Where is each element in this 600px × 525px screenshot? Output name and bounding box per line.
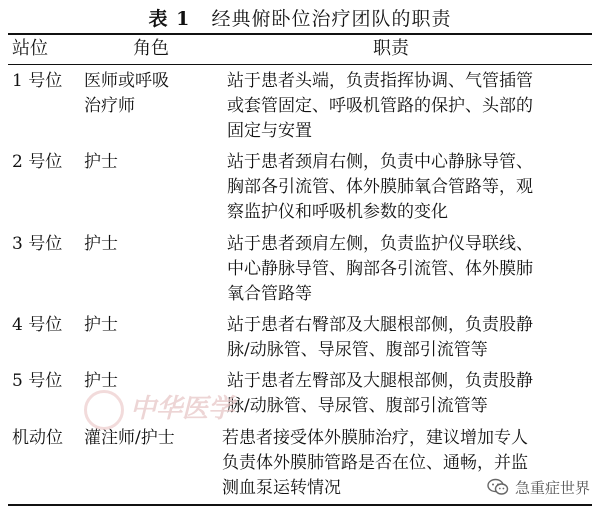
- wechat-icon: [487, 478, 509, 496]
- duty-cell-line: 负责体外膜肺管路是否在位、通畅，并监: [222, 453, 528, 473]
- duty-cell-line: 站于患者颈肩右侧，负责中心静脉导管、: [227, 152, 533, 172]
- table-number: 表 1: [148, 8, 191, 30]
- station-cell: 1 号位: [12, 71, 63, 91]
- duty-cell-line: 站于患者头端，负责指挥协调、气管插管: [227, 71, 533, 91]
- role-cell-line: 护士: [84, 315, 118, 335]
- seal-icon: [84, 390, 124, 430]
- duty-cell-line: 站于患者左臀部及大腿根部侧，负责股静: [227, 371, 533, 391]
- duty-cell-line: 固定与安置: [227, 121, 312, 141]
- role-cell-line: 护士: [84, 234, 118, 254]
- station-cell: 2 号位: [12, 152, 63, 172]
- duty-cell-line: 氧合管路等: [227, 284, 312, 304]
- duty-cell-line: 或套管固定、呼吸机管路的保护、头部的: [227, 96, 533, 116]
- role-cell-line: 医师或呼吸: [84, 71, 169, 91]
- brand-name: 急重症世界: [514, 478, 590, 497]
- table-bottom-rule: [8, 504, 592, 506]
- watermark-text: 中华医学: [130, 394, 235, 424]
- table-header-rule: [8, 64, 592, 65]
- role-cell-line: 护士: [84, 371, 118, 391]
- duty-cell-line: 察监护仪和呼吸机参数的变化: [227, 202, 448, 222]
- table-title: 经典俯卧位治疗团队的职责: [211, 8, 452, 30]
- station-cell: 4 号位: [12, 315, 63, 335]
- header-station: 站位: [12, 38, 48, 59]
- duty-cell-line: 中心静脉导管、胸部各引流管、体外膜肺: [227, 259, 533, 279]
- station-cell: 机动位: [12, 428, 63, 448]
- table-top-rule: [8, 33, 592, 35]
- duty-cell-line: 站于患者颈肩左侧，负责监护仪导联线、: [227, 234, 533, 254]
- station-cell: 5 号位: [12, 371, 63, 391]
- header-duty: 职责: [373, 38, 409, 59]
- role-cell-line: 灌注师/护士: [84, 428, 175, 448]
- duty-cell-line: 若患者接受体外膜肺治疗，建议增加专人: [222, 428, 528, 448]
- role-cell-line: 护士: [84, 152, 118, 172]
- source-brand: [487, 474, 590, 500]
- duty-cell-line: 脉/动脉管、导尿管、腹部引流管等: [227, 340, 488, 360]
- duty-cell-line: 脉/动脉管、导尿管、腹部引流管等: [227, 396, 488, 416]
- duty-cell-line: 胸部各引流管、体外膜肺氧合管路等，观: [227, 177, 533, 197]
- table-caption: [0, 4, 600, 31]
- role-cell-line: 治疗师: [84, 96, 135, 116]
- header-role: 角色: [133, 38, 169, 59]
- station-cell: 3 号位: [12, 234, 63, 254]
- duty-cell-line: 测血泵运转情况: [222, 478, 341, 498]
- duty-cell-line: 站于患者右臀部及大腿根部侧，负责股静: [227, 315, 533, 335]
